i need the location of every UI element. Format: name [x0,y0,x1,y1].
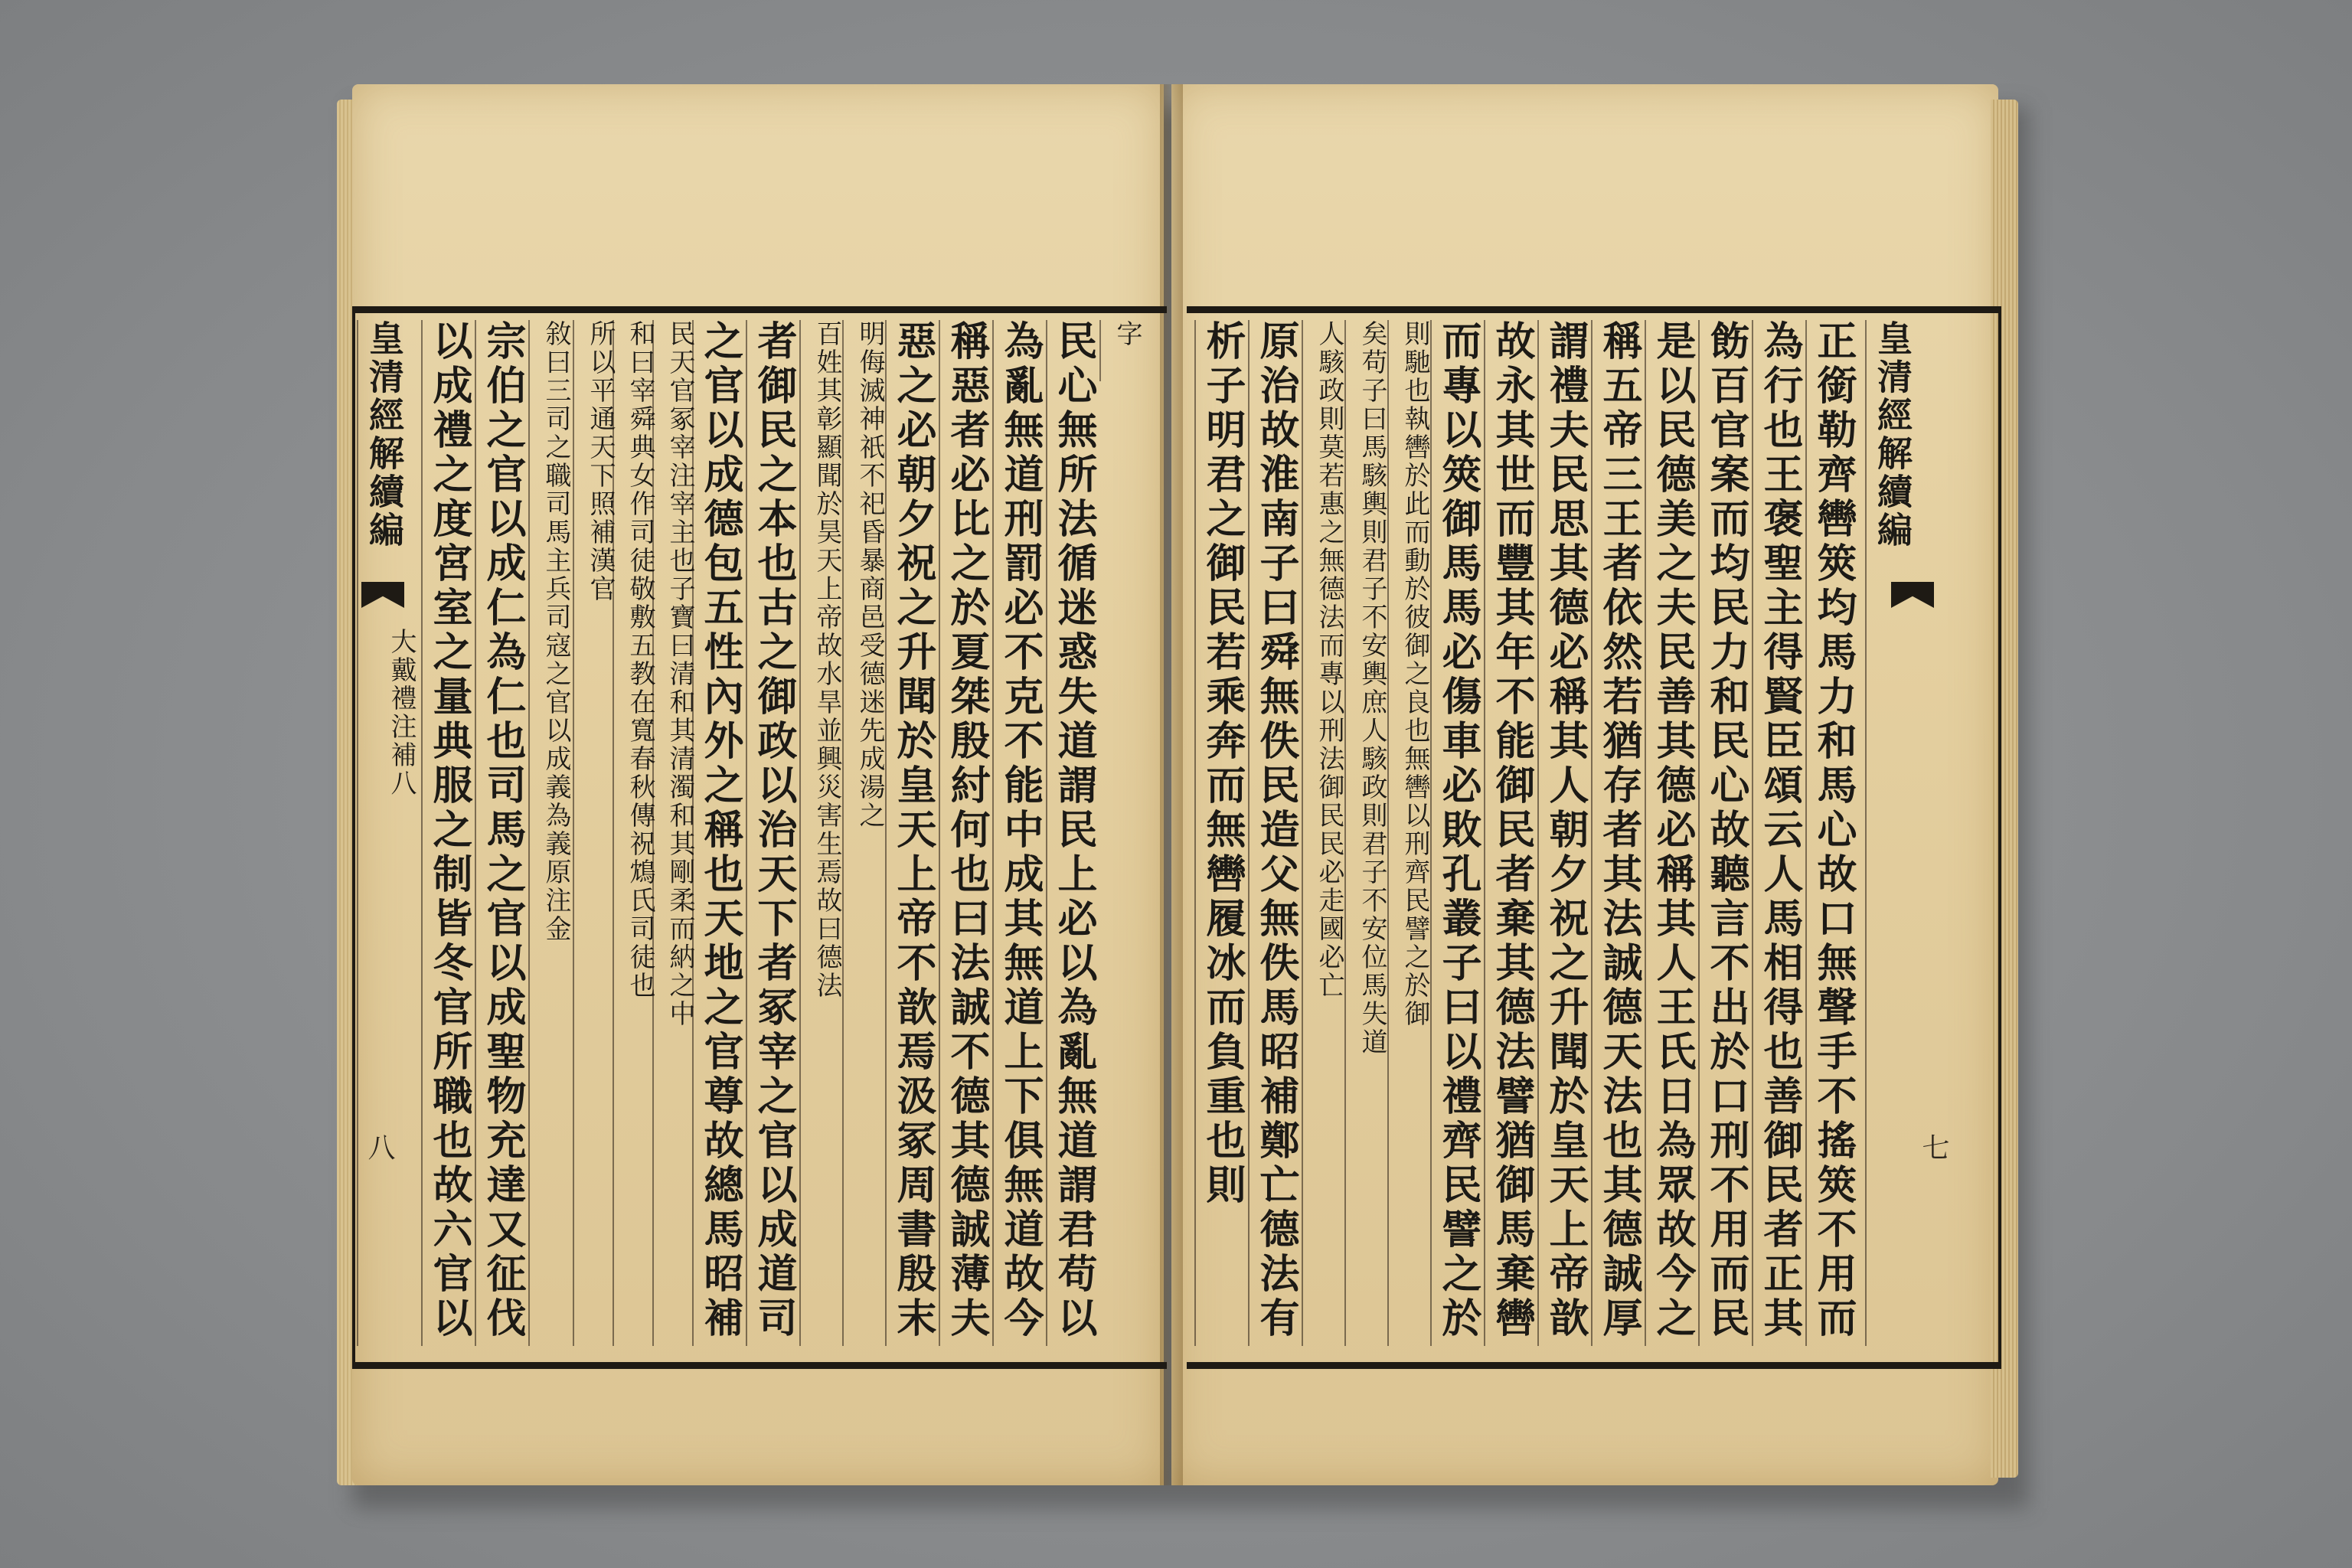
left-column-3: 敘曰三司之職司馬主兵司寇之官以成義為義原注金 [528,320,582,1346]
left-column-1: 以成禮之度宮室之量典服之制皆冬官所職也故六官以 [421,320,475,1346]
left-column-9: 百姓其彰顯聞於昊天上帝故水旱並興災害生焉故曰德法 [799,320,853,1346]
right-column-1: 正銜勒齊轡筴均馬力和馬心故口無聲手不搖筴不用而 [1805,320,1859,1346]
right-column-12: 原治故淮南子曰舜無佚民造父無佚馬昭補鄭亡德法有 [1248,320,1302,1346]
left-column-14: 民心無所法循迷惑失道謂民上必以為亂無道謂君苟以 [1046,320,1099,1346]
right-column-7: 故永其世而豐其年不能御民者棄其德法譬猶御馬棄轡 [1484,320,1537,1346]
left-page-header-title: 皇清經解續編 [357,320,410,1346]
left-column-12: 稱惡者必比之於夏桀殷紂何也曰法誠不德其德誠薄夫 [939,320,992,1346]
right-column-9: 則馳也執轡於此而動於彼御之良也無轡以刑齊民譬之於御 [1387,320,1441,1346]
right-fold-mark: 七 [1918,1133,1949,1161]
left-column-10: 明侮滅神祇不祀昏暴商邑受德迷先成湯之 [842,320,896,1346]
right-column-10: 矣苟子曰馬駭輿則君子不安輿庶人駭政則君子不安位馬失道 [1344,320,1398,1346]
right-column-3: 飭百官案而均民力和民心故聽言不出於口刑不用而民 [1698,320,1752,1346]
right-column-8: 而專以筴御馬馬必傷車必敗孔叢子曰以禮齊民譬之於 [1430,320,1484,1346]
right-column-2: 為行也王褒聖主得賢臣頌云人馬相得也善御民者正其 [1752,320,1805,1346]
left-column-2: 宗伯之官以成仁為仁也司馬之官以成聖物充達又征伐 [475,320,528,1346]
right-page-header-title: 皇清經解續編 [1865,320,1919,1346]
left-column-11: 惡之必朝夕祝之升聞於皇天上帝不歆焉汲冢周書殷末 [885,320,939,1346]
left-column-4: 所以平通天下照補漢官 [573,320,626,1346]
right-column-4: 是以民德美之夫民善其德必稱其人王氏日為眾故今之 [1645,320,1698,1346]
right-column-13: 析子明君之御民若乘奔而無轡履冰而負重也則 [1194,320,1248,1346]
left-column-7: 之官以成德包五性內外之稱也天地之官尊故總馬昭補 [692,320,746,1346]
right-column-5: 稱五帝三王者依然若猶存者其法誠德天法也其德誠厚 [1591,320,1645,1346]
left-page-header-sub: 大戴禮注補八 [386,628,416,798]
left-column-5: 和曰宰舜典女作司徒敬敷五教在寬春秋傳祝鴆氏司徒也 [612,320,666,1346]
left-column-15: 字 [1099,320,1153,381]
left-column-8: 者御民之本也古之御政以治天下者冢宰之官以成道司 [746,320,799,1346]
left-column-13: 為亂無道刑罰必不克不能中成其無道上下俱無道故今 [992,320,1046,1346]
left-column-6: 民天官冢宰注宰主也子寶曰清和其清濁和其剛柔而納之中 [652,320,706,1346]
right-column-6: 謂禮夫民思其德必稱其人朝夕祝之升聞於皇天上帝歆 [1537,320,1591,1346]
left-fold-mark: 八 [364,1133,395,1161]
right-column-11: 人駭政則莫若惠之無德法而專以刑法御民民必走國必亡 [1302,320,1355,1346]
